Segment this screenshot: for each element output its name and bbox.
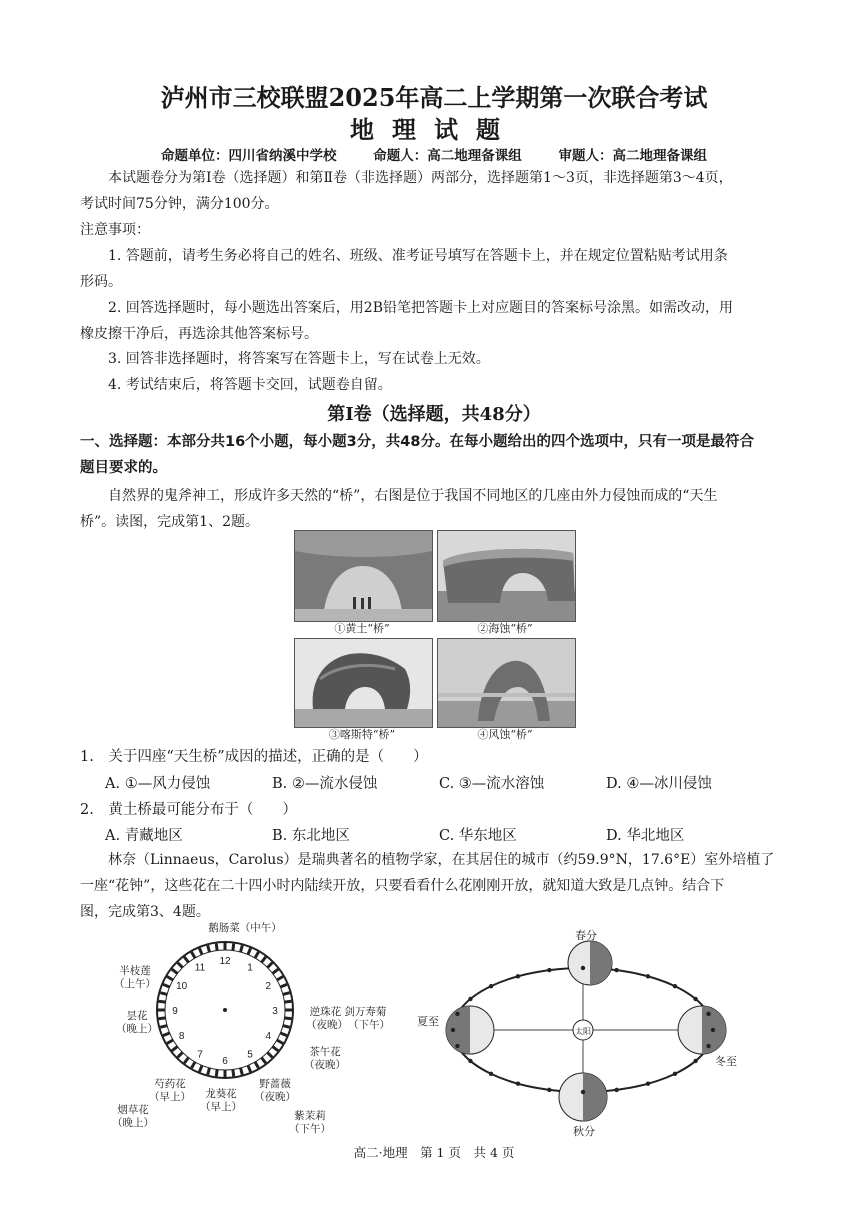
clock-tick (199, 948, 202, 954)
clock-tick (248, 948, 251, 954)
orbit-term-dot (614, 968, 618, 972)
clock-tick (283, 1026, 290, 1028)
clock-tick (241, 1068, 243, 1075)
section-instruction-2: 题目要求的。 (80, 460, 167, 476)
author-line (0, 144, 868, 164)
orbit-term-dot (468, 1059, 472, 1063)
earth-winter (678, 1006, 726, 1054)
clock-tick (277, 1040, 283, 1044)
clock-tick (280, 984, 286, 987)
clock-tick (241, 945, 243, 952)
passage2-line-3: 图，完成第3、4题。 (80, 904, 210, 920)
clock-tick (280, 1033, 286, 1036)
note-1a: 1. 答题前，请考生务必将自己的姓名、班级、准考证号填写在答题卡上，并在规定位置粘贴考试用条 (108, 248, 728, 264)
clock-number: 10 (176, 981, 188, 992)
note-4: 4. 考试结束后，将答题卡交回，试题卷自留。 (108, 377, 392, 393)
passage2-line-2: 一座“花钟”，这些花在二十四小时内陆续开放，只要看看什么花刚刚开放，就知道大致是几点钟。结合下 (80, 878, 725, 894)
earth-orbit-diagram (415, 925, 740, 1140)
page-footer: 高二·地理 第 1 页 共 4 页 (353, 1145, 515, 1160)
photo-loess-bridge (294, 530, 433, 622)
note-3: 3. 回答非选择题时，将答案写在答题卡上，写在试卷上无效。 (108, 351, 490, 367)
note-2a: 2. 回答选择题时，每小题选出答案后，用2B铅笔把答题卡上对应题目的答案标号涂黑。如需改动，用 (108, 300, 734, 316)
q1-option-d[interactable]: D. ④—冰川侵蚀 (606, 776, 712, 792)
clock-number: 7 (197, 1049, 203, 1061)
clock-tick (163, 1033, 169, 1036)
label-winter: 冬至 (715, 1055, 737, 1068)
orbit-term-dot (516, 1081, 520, 1085)
q2-option-c[interactable]: C. 华东地区 (439, 828, 517, 844)
clock-tick (216, 1069, 217, 1076)
clock-tick (262, 1058, 266, 1064)
clock-tick (267, 963, 272, 968)
caption-2: ②海蚀“桥” (477, 622, 533, 635)
author-label: 命题人：高二地理备课组 (373, 148, 522, 164)
clock-label-bottom-left: 芍药花 （早上） (149, 1078, 191, 1103)
caption-4: ④风蚀“桥” (477, 728, 533, 741)
clock-number: 11 (194, 962, 206, 974)
clock-tick (267, 1052, 272, 1057)
clock-tick (273, 969, 279, 973)
intro-line-1: 本试题卷分为第Ⅰ卷（选择题）和第Ⅱ卷（非选择题）两部分，选择题第1～3页，非选择题第3～4页， (108, 170, 733, 186)
clock-number: 9 (172, 1006, 178, 1017)
clock-tick (192, 1062, 196, 1068)
orbit-term-dot (673, 984, 677, 988)
label-summer: 夏至 (417, 1015, 439, 1028)
section-title: 第Ⅰ卷（选择题，共48分） (327, 404, 541, 425)
subject-title: 地理试题 (350, 115, 518, 144)
earth-spring (568, 941, 612, 985)
orbit-term-dot (693, 1059, 697, 1063)
clock-tick (216, 944, 217, 951)
clock-label-top: 鹅肠菜（中午） (208, 922, 282, 934)
notes-title: 注意事项： (80, 222, 150, 238)
clock-tick (199, 1065, 202, 1071)
orbit-term-dot (646, 974, 650, 978)
question-1-stem: 1. 关于四座“天生桥”成因的描述，正确的是（ ） (80, 749, 428, 765)
section-instruction-1: 一、选择题：本部分共16个小题，每小题3分，共48分。在每小题给出的四个选项中，只有一项是最符合 (80, 434, 754, 450)
q2-option-b[interactable]: B. 东北地区 (272, 828, 350, 844)
earth-autumn (559, 1073, 607, 1121)
clock-tick (273, 1047, 279, 1051)
clock-label-right-mid: 茶午花 （夜晚） (304, 1046, 346, 1071)
clock-number: 1 (247, 962, 253, 974)
orbit-term-dot (673, 1072, 677, 1076)
intro-line-2: 考试时间75分钟，满分100分。 (80, 196, 279, 212)
q1-option-b[interactable]: B. ②—流水侵蚀 (272, 776, 378, 792)
passage1-line-2: 桥”。读图，完成第1、2题。 (80, 514, 259, 530)
clock-tick (262, 957, 266, 963)
clock-tick (208, 945, 210, 952)
photo-wind-arch (437, 638, 576, 728)
q1-option-a[interactable]: A. ①—风力侵蚀 (105, 776, 211, 792)
clock-tick (159, 1001, 166, 1002)
clock-tick (284, 1001, 291, 1002)
clock-label-left-top: 半枝莲 （上午） (114, 965, 156, 990)
orbit-term-dot (455, 1044, 459, 1048)
passage2-line-1: 林奈（Linnaeus，Carolus）是瑞典著名的植物学家，在其居住的城市（约59.9°N，17.6°E）室外培植了 (108, 852, 775, 868)
orbit-term-dot (468, 997, 472, 1001)
orbit-term-dot (547, 968, 551, 972)
orbit-term-dot (547, 1088, 551, 1092)
clock-tick (167, 977, 173, 981)
orbit-term-dot (614, 1088, 618, 1092)
caption-3: ③喀斯特“桥” (328, 728, 396, 741)
clock-tick (178, 1052, 183, 1057)
question-1-options (105, 772, 805, 793)
orbit-term-dot (581, 1090, 585, 1094)
orbit-term-dot (489, 984, 493, 988)
clock-tick (208, 1068, 210, 1075)
clock-tick (172, 1047, 178, 1051)
flower-clock (150, 935, 300, 1085)
label-spring: 春分 (575, 929, 597, 942)
clock-label-left-mid: 昙花 （晚上） (116, 1010, 158, 1035)
orbit-term-dot (693, 997, 697, 1001)
clock-tick (192, 952, 196, 958)
clock-tick (233, 944, 234, 951)
clock-tick (184, 957, 188, 963)
clock-label-right-top: 逆珠花 剑万寿菊 （夜晚） （下午） (306, 1006, 390, 1031)
clock-tick (233, 1069, 234, 1076)
clock-number: 5 (247, 1049, 253, 1061)
unit-label: 命题单位：四川省纳溪中学校 (161, 148, 337, 164)
orbit-term-dot (646, 1081, 650, 1085)
clock-label-far-bottom-right: 紫茉莉 （下午） (289, 1110, 331, 1135)
clock-tick (255, 1062, 259, 1068)
photo-sea-arch (437, 530, 576, 622)
label-sun: 太阳 (575, 1027, 591, 1036)
question-2-options (105, 824, 805, 845)
orbit-term-dot (516, 974, 520, 978)
clock-tick (178, 963, 183, 968)
clock-number: 6 (222, 1056, 228, 1067)
clock-label-far-bottom-left: 烟草花 （晚上） (112, 1104, 154, 1129)
clock-tick (184, 1058, 188, 1064)
clock-tick (255, 952, 259, 958)
clock-label-bottom-mid: 龙葵花 （早上） (200, 1088, 242, 1113)
orbit-term-dot (706, 1012, 710, 1016)
exam-title: 泸州市三校联盟2025年高二上学期第一次联合考试 (160, 83, 708, 112)
clock-tick (283, 993, 290, 995)
passage1-line-1: 自然界的鬼斧神工，形成许多天然的“桥”，右图是位于我国不同地区的几座由外力侵蚀而成的“天生 (108, 488, 718, 504)
label-autumn: 秋分 (573, 1125, 595, 1138)
reviewer-label: 审题人：高二地理备课组 (558, 148, 707, 164)
orbit-term-dot (711, 1028, 715, 1032)
q1-option-c[interactable]: C. ③—流水溶蚀 (439, 776, 545, 792)
q2-option-d[interactable]: D. 华北地区 (606, 828, 685, 844)
clock-label-bottom-right: 野蔷薇 （夜晚） (254, 1078, 296, 1103)
clock-number: 12 (219, 956, 231, 967)
q2-option-a[interactable]: A. 青藏地区 (105, 828, 183, 844)
clock-tick (172, 969, 178, 973)
orbit-term-dot (455, 1012, 459, 1016)
clock-tick (284, 1018, 291, 1019)
question-2-stem: 2. 黄土桥最可能分布于（ ） (80, 802, 297, 818)
clock-number: 4 (265, 1031, 272, 1042)
orbit-term-dot (489, 1072, 493, 1076)
note-2b: 橡皮擦干净后，再选涂其他答案标号。 (80, 326, 318, 342)
clock-tick (163, 984, 169, 987)
clock-tick (167, 1040, 173, 1044)
clock-tick (248, 1065, 251, 1071)
clock-number: 2 (265, 981, 272, 992)
orbit-term-dot (581, 966, 585, 970)
clock-tick (277, 977, 283, 981)
caption-1: ①黄土“桥” (334, 622, 390, 635)
clock-number: 8 (178, 1031, 185, 1042)
orbit-term-dot (451, 1028, 455, 1032)
clock-tick (160, 993, 167, 995)
photo-karst-bridge (294, 638, 433, 728)
clock-number: 3 (272, 1006, 278, 1017)
orbit-term-dot (706, 1044, 710, 1048)
note-1b: 形码。 (80, 274, 122, 290)
